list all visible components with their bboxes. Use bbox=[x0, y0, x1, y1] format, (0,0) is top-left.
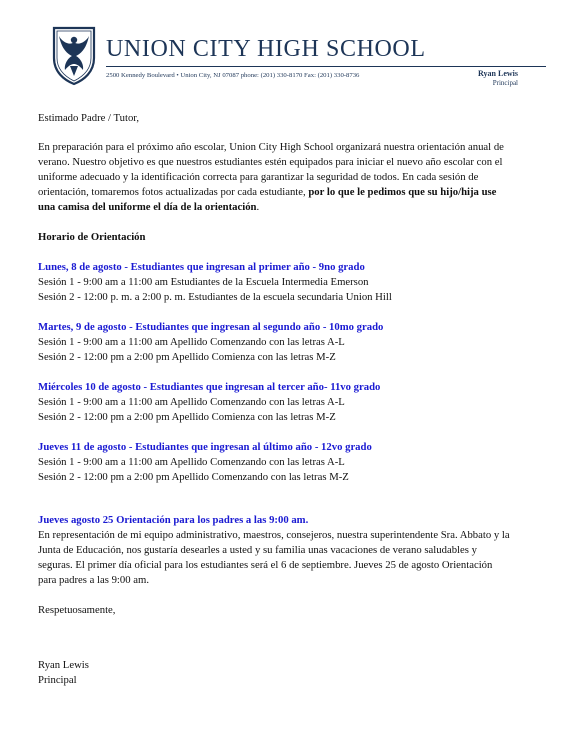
salutation: Estimado Padre / Tutor, bbox=[38, 112, 140, 124]
letterhead-signer-title: Principal bbox=[492, 79, 518, 87]
intro-paragraph bbox=[38, 140, 513, 215]
letterhead-rule bbox=[106, 66, 546, 67]
session-line: Sesión 1 - 9:00 am a 11:00 am Apellido Comenzando con las letras A-L bbox=[38, 456, 345, 468]
day-block-thursday bbox=[38, 440, 513, 485]
schedule-heading: Horario de Orientación bbox=[38, 231, 146, 243]
day-block-wednesday bbox=[38, 380, 513, 425]
intro-bold-text: por lo que le pedimos que su hijo/hija use una camisa del uniforme el día de la orientación bbox=[38, 186, 497, 213]
closing: Respetuosamente, bbox=[38, 604, 116, 616]
intro-end: . bbox=[256, 201, 260, 213]
letter-body bbox=[38, 111, 513, 688]
day-block-tuesday bbox=[38, 320, 513, 365]
session-line: Sesión 1 - 9:00 am a 11:00 am Apellido Comenzando con las letras A-L bbox=[38, 336, 345, 348]
parents-orientation-block bbox=[38, 513, 513, 588]
day-title: Jueves 11 de agosto - Estudiantes que ingresan al último año - 12vo grado bbox=[38, 441, 372, 453]
school-name: UNION CITY HIGH SCHOOL bbox=[106, 36, 426, 62]
parents-orientation-title: Jueves agosto 25 Orientación para los padres a las 9:00 am. bbox=[38, 514, 309, 526]
session-line: Sesión 2 - 12:00 pm a 2:00 pm Apellido Comienza con las letras M-Z bbox=[38, 411, 336, 423]
session-line: Sesión 1 - 9:00 am a 11:00 am Estudiantes de la Escuela Intermedia Emerson bbox=[38, 276, 369, 288]
session-line: Sesión 2 - 12:00 p. m. a 2:00 p. m. Estudiantes de la escuela secundaria Union Hill bbox=[38, 291, 392, 303]
school-address: 2500 Kennedy Boulevard • Union City, NJ 07087 phone: (201) 330-8170 Fax: (201) 330-8736 bbox=[106, 72, 360, 79]
signature-name: Ryan Lewis bbox=[38, 659, 89, 671]
intro-text: En preparación para el próximo año escolar, Union City High School organizará nuestra orientación anual de verano. Nuestro objetivo es que nuestros estudiantes estén equipados para iniciar el nuevo año escolar con el uniforme adecuado y la identificación correcta para garantizar la seguridad de todos. En cada sesión de orientación, tomaremos fotos actualizadas por cada estudiante, bbox=[38, 141, 504, 198]
session-line: Sesión 1 - 9:00 am a 11:00 am Apellido Comenzando con las letras A-L bbox=[38, 396, 345, 408]
letterhead bbox=[48, 24, 518, 94]
day-title: Martes, 9 de agosto - Estudiantes que ingresan al segundo año - 10mo grado bbox=[38, 321, 384, 333]
closing-paragraph: En representación de mi equipo administrativo, maestros, consejeros, nuestra superintendente Sra. Abbato y la Junta de Educación, nos gustaría desearles a usted y su familia unas vacaciones de verano saludables y seguras. El primer día oficial para los estudiantes será el 6 de septiembre. Jueves 25 de agosto Orientación para padres a las 9:00 am. bbox=[38, 529, 510, 586]
day-title: Miércoles 10 de agosto - Estudiantes que ingresan al tercer año- 11vo grado bbox=[38, 381, 381, 393]
session-line: Sesión 2 - 12:00 pm a 2:00 pm Apellido Comienza con las letras M-Z bbox=[38, 351, 336, 363]
letterhead-signer-name: Ryan Lewis bbox=[478, 69, 518, 78]
day-title: Lunes, 8 de agosto - Estudiantes que ingresan al primer año - 9no grado bbox=[38, 261, 365, 273]
eagle-crest-icon bbox=[48, 24, 100, 86]
signature-title: Principal bbox=[38, 674, 77, 686]
day-block-monday bbox=[38, 260, 513, 305]
session-line: Sesión 2 - 12:00 pm a 2:00 pm Apellido Comenzando con las letras M-Z bbox=[38, 471, 349, 483]
